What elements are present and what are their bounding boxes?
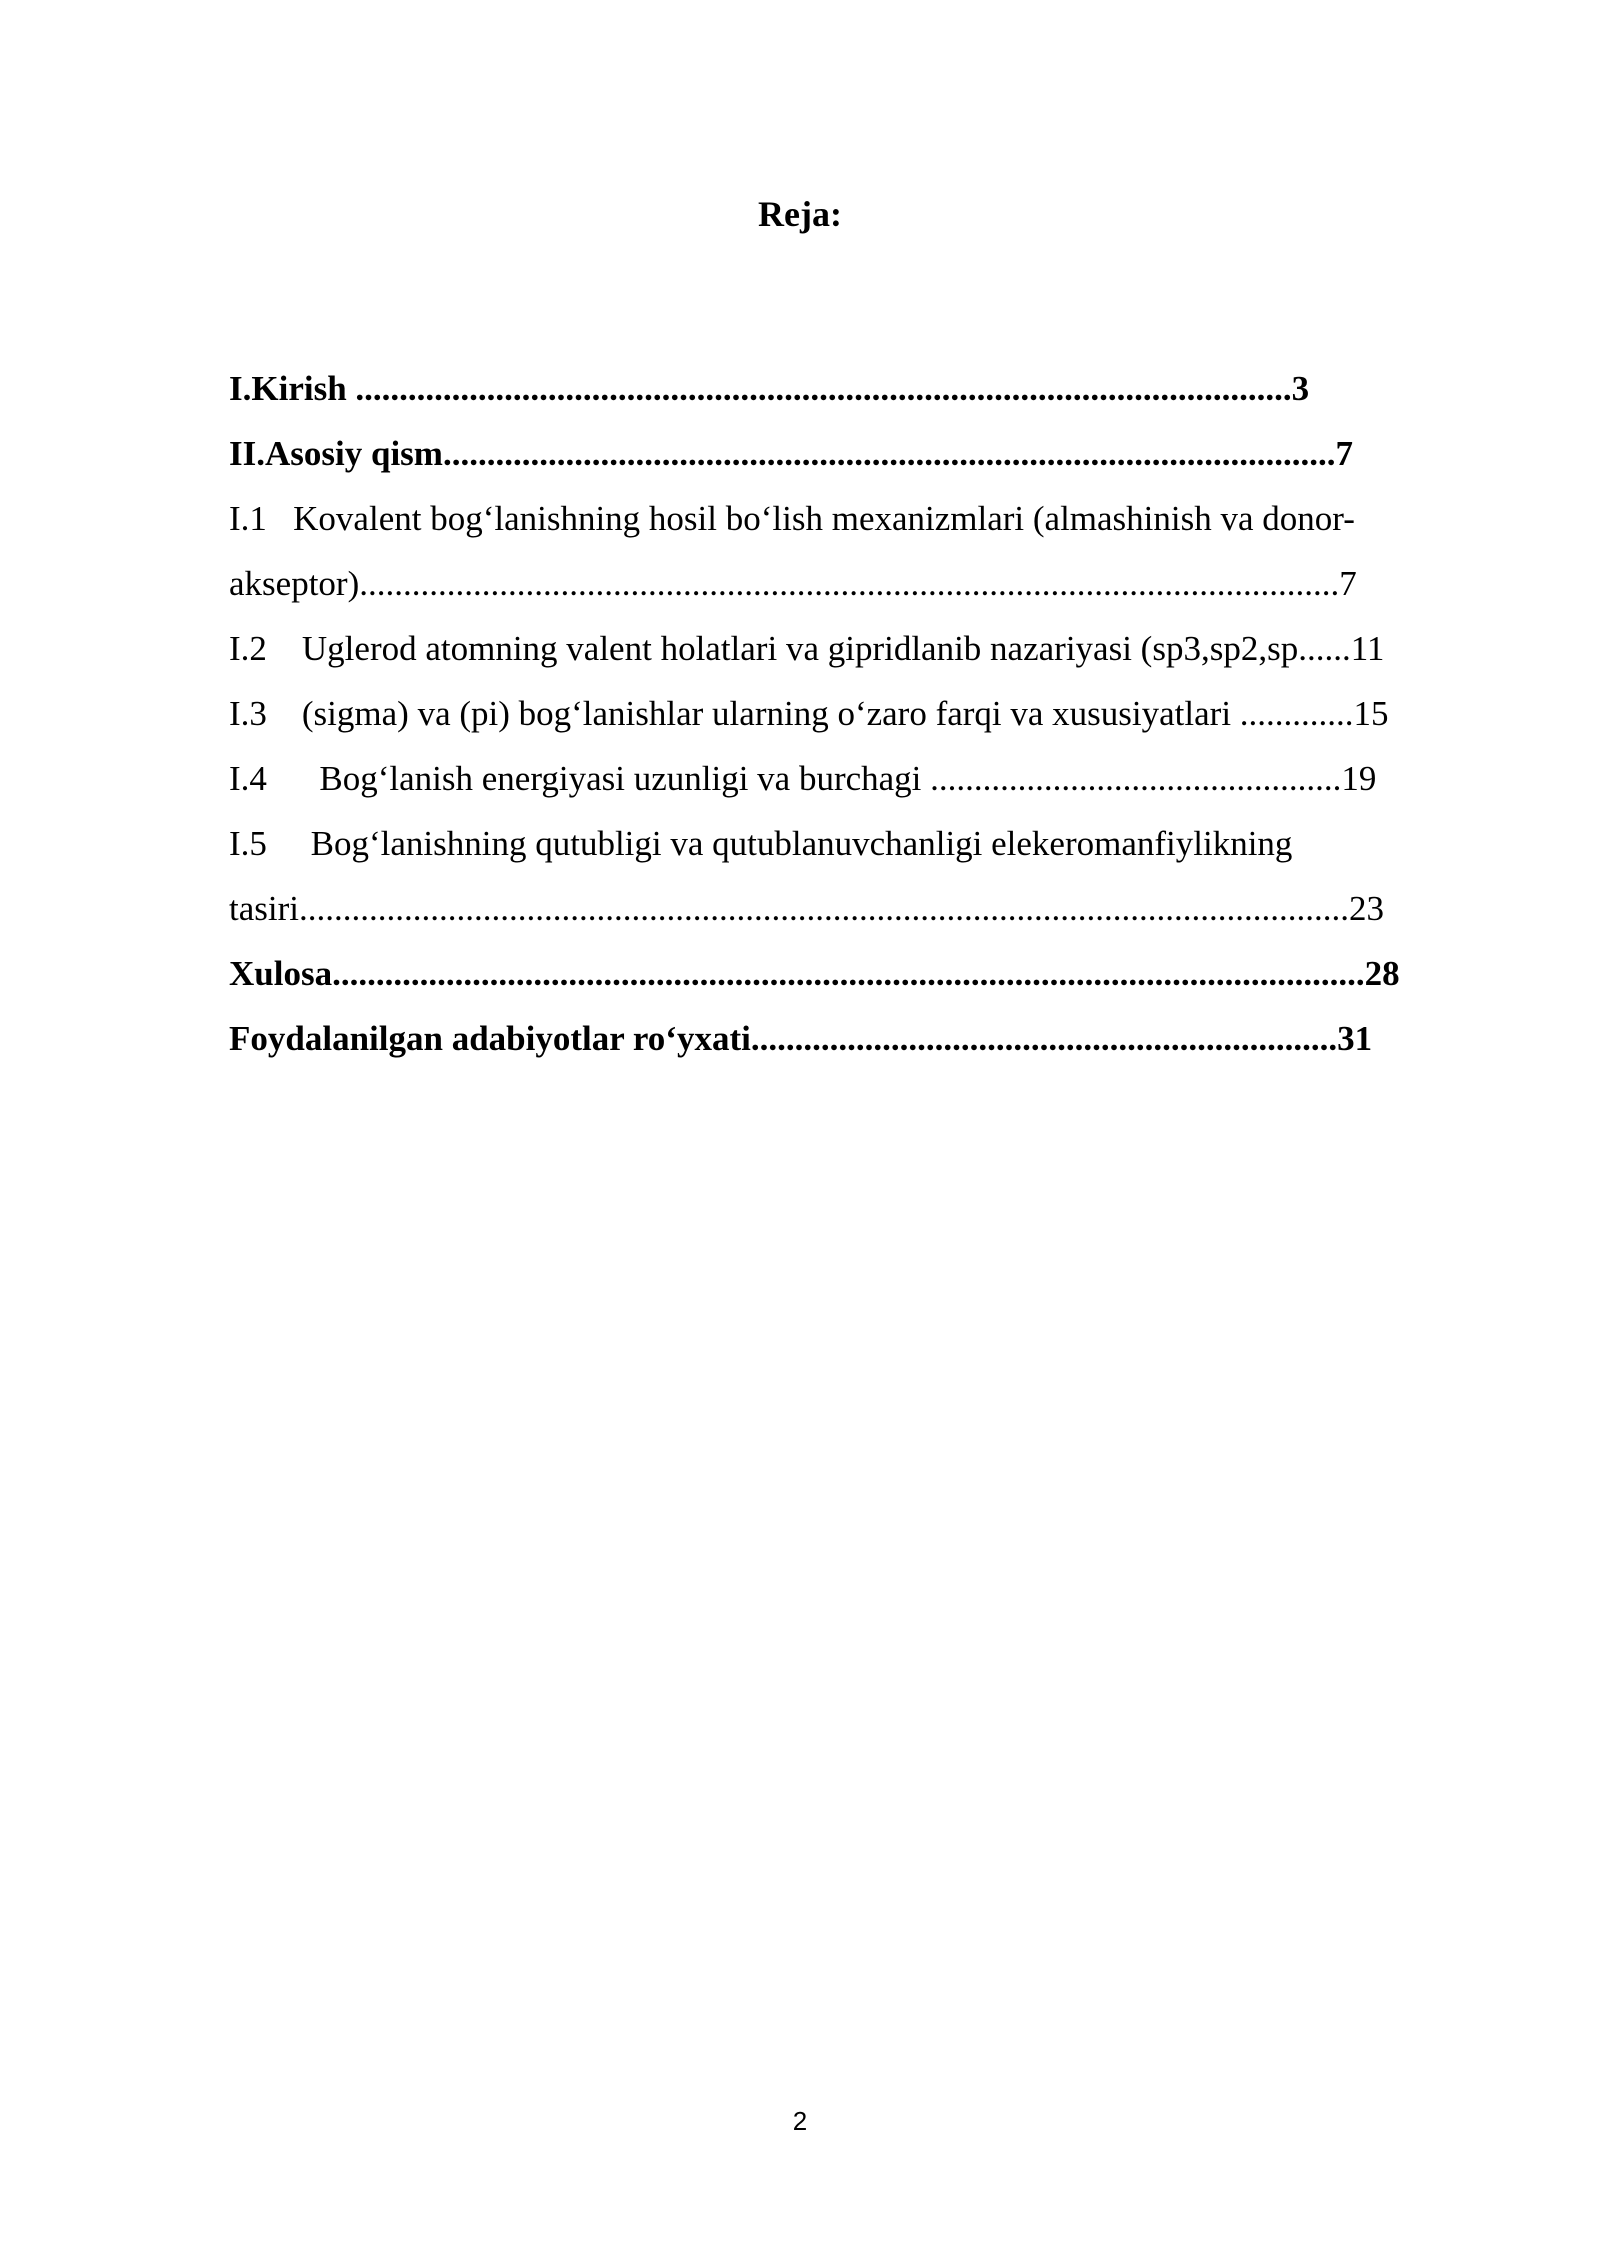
toc-entry-1-1-line-1: [229, 486, 1481, 551]
toc-entry-1-4: [229, 746, 1481, 811]
toc-entry-1-3: [229, 681, 1481, 746]
table-of-contents: [229, 356, 1481, 1071]
toc-entry-text: II.Asosiy qism......................................................................................................7: [229, 434, 1353, 473]
toc-entry-text: Foydalanilgan adabiyotlar ro‘yxati...................................................................31: [229, 1019, 1373, 1058]
toc-entry-text: I.1 Kovalent bog‘lanishning hosil bo‘lish mexanizmlari (almashinish va donor-: [229, 499, 1355, 538]
toc-entry-text: I.3 (sigma) va (pi) bog‘lanishlar ularning o‘zaro farqi va xususiyatlari .............15: [229, 694, 1389, 733]
toc-entry-asosiy-qism: [229, 421, 1481, 486]
toc-entry-kirish: [229, 356, 1481, 421]
toc-entry-text: tasiri........................................................................................................................23: [229, 889, 1384, 928]
toc-entry-1-1-line-2: [229, 551, 1481, 616]
toc-entry-xulosa: [229, 941, 1481, 1006]
toc-entry-1-2: [229, 616, 1481, 681]
page-number: 2: [792, 2106, 808, 2136]
toc-entry-text: I.5 Bog‘lanishning qutubligi va qutublanuvchanligi elekeromanfiylikning: [229, 824, 1293, 863]
toc-entry-1-5-line-1: [229, 811, 1481, 876]
toc-entry-text: I.4 Bog‘lanish energiyasi uzunligi va burchagi ...............................................19: [229, 759, 1377, 798]
toc-entry-text: I.2 Uglerod atomning valent holatlari va gipridlanib nazariyasi (sp3,sp2,sp......11: [229, 629, 1385, 668]
toc-entry-text: Xulosa......................................................................................................................28: [229, 954, 1400, 993]
page-title: Reja:: [758, 194, 842, 234]
toc-entry-adabiyotlar: [229, 1006, 1481, 1071]
toc-entry-text: akseptor)................................................................................................................7: [229, 564, 1357, 603]
toc-entry-text: I.Kirish ...........................................................................................................3: [229, 369, 1310, 408]
toc-entry-1-5-line-2: [229, 876, 1481, 941]
